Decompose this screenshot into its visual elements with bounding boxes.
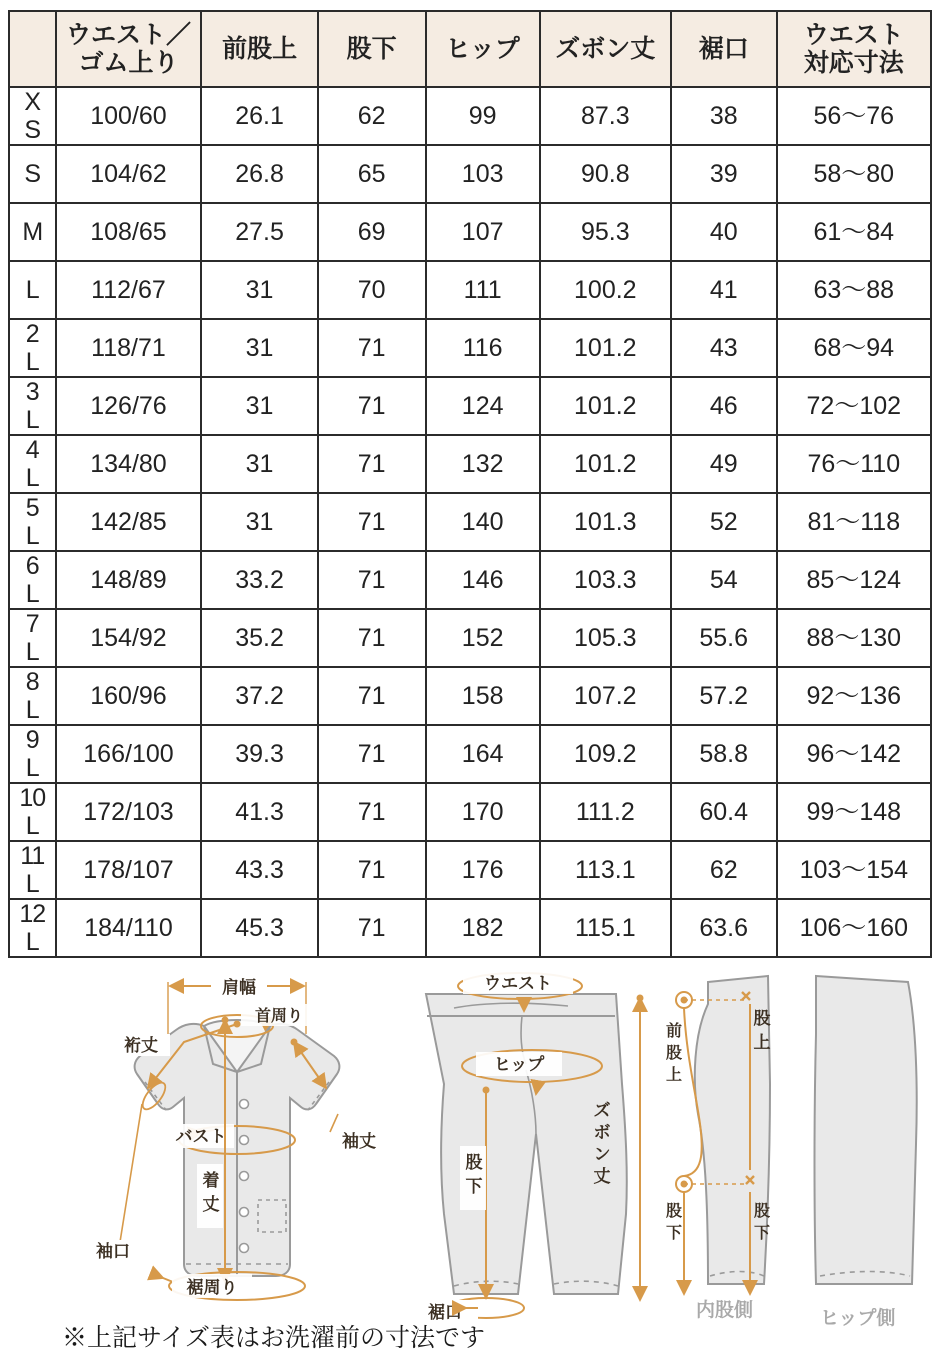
- size-label-part: 3: [25, 378, 39, 406]
- measurement-cell: 33.2: [201, 551, 317, 609]
- measurement-cell: 113.1: [540, 841, 671, 899]
- measurement-cell: 71: [318, 377, 426, 435]
- size-label-part: L: [25, 638, 39, 666]
- header-inseam: 股下: [318, 11, 426, 87]
- measurement-cell: 71: [318, 841, 426, 899]
- label-pants-length-3: ン: [593, 1145, 611, 1164]
- table-row: [9, 609, 931, 667]
- measurement-cell: 108/65: [56, 203, 202, 261]
- size-label-cell: [9, 319, 56, 377]
- size-label-part: L: [25, 870, 39, 898]
- measurement-cell: 100/60: [56, 87, 202, 145]
- size-label-cell: [9, 783, 56, 841]
- measurement-cell: 90.8: [540, 145, 671, 203]
- label-bust: バスト: [175, 1127, 227, 1146]
- label-front-rise-3: 上: [665, 1067, 683, 1084]
- size-table: [8, 10, 932, 958]
- label-pants-length-2: ボ: [593, 1123, 611, 1142]
- measurement-cell: 107: [426, 203, 540, 261]
- measurement-cell: 176: [426, 841, 540, 899]
- measurement-cell: 132: [426, 435, 540, 493]
- measurement-cell: 40: [671, 203, 777, 261]
- measurement-cell: 87.3: [540, 87, 671, 145]
- measurement-cell: 184/110: [56, 899, 202, 957]
- measurement-cell: 69: [318, 203, 426, 261]
- measurement-cell: 62: [318, 87, 426, 145]
- measurement-cell: 58.8: [671, 725, 777, 783]
- measurement-cell: 31: [201, 377, 317, 435]
- size-label-part: 12: [19, 900, 46, 928]
- header-waist-fit: [777, 11, 931, 87]
- measurement-cell: 146: [426, 551, 540, 609]
- label-length-1: 着: [202, 1171, 220, 1190]
- measurement-cell: 118/71: [56, 319, 202, 377]
- jacket-diagram: [84, 973, 388, 1300]
- label-cuff: 袖口: [96, 1242, 130, 1261]
- measurement-cell: 101.2: [540, 377, 671, 435]
- measurement-diagrams: [8, 964, 940, 1364]
- label-rise-inseam-right-1: 股: [753, 1203, 771, 1220]
- size-label-part: L: [25, 812, 39, 840]
- pants-diagram: [412, 970, 644, 1324]
- measurement-cell: 182: [426, 899, 540, 957]
- size-label-part: 2: [25, 320, 39, 348]
- label-rise-inseam-right-2: 下: [753, 1225, 771, 1242]
- measurement-cell: 172/103: [56, 783, 202, 841]
- table-row: [9, 725, 931, 783]
- label-rise-inseam-left-1: 股: [665, 1203, 683, 1220]
- measurement-cell: 61〜84: [777, 203, 931, 261]
- measurement-cell: 103: [426, 145, 540, 203]
- measurement-cell: 72〜102: [777, 377, 931, 435]
- measurement-cell: 58〜80: [777, 145, 931, 203]
- measurement-cell: 106〜160: [777, 899, 931, 957]
- measurement-cell: 85〜124: [777, 551, 931, 609]
- measurement-cell: 52: [671, 493, 777, 551]
- label-yuki: 裄丈: [124, 1036, 158, 1055]
- size-label-part: L: [25, 928, 39, 956]
- measurement-cell: 41: [671, 261, 777, 319]
- measurement-cell: 95.3: [540, 203, 671, 261]
- size-label-cell: [9, 841, 56, 899]
- size-label-part: S: [24, 116, 41, 144]
- size-label-cell: [9, 667, 56, 725]
- label-waist: ウエスト: [484, 974, 552, 993]
- size-label-cell: [9, 145, 56, 203]
- table-row: [9, 319, 931, 377]
- measurement-cell: 31: [201, 493, 317, 551]
- measurement-cell: 71: [318, 435, 426, 493]
- label-shoulder: 肩幅: [222, 978, 256, 997]
- measurement-cell: 49: [671, 435, 777, 493]
- measurement-cell: 170: [426, 783, 540, 841]
- measurement-cell: 71: [318, 725, 426, 783]
- measurement-cell: 35.2: [201, 609, 317, 667]
- measurement-cell: 41.3: [201, 783, 317, 841]
- label-hem-opening: 裾口: [428, 1303, 462, 1322]
- size-label-part: 9: [25, 726, 39, 754]
- size-label-part: S: [24, 160, 41, 188]
- measurement-cell: 39.3: [201, 725, 317, 783]
- measurement-cell: 99: [426, 87, 540, 145]
- measurement-cell: 103.3: [540, 551, 671, 609]
- measurement-cell: 43.3: [201, 841, 317, 899]
- measurement-cell: 124: [426, 377, 540, 435]
- measurement-cell: 92〜136: [777, 667, 931, 725]
- label-sleeve: 袖丈: [342, 1132, 376, 1151]
- size-label-part: L: [25, 464, 39, 492]
- measurement-cell: 107.2: [540, 667, 671, 725]
- header-hem-opening: 裾口: [671, 11, 777, 87]
- measurement-cell: 38: [671, 87, 777, 145]
- table-row: [9, 899, 931, 957]
- header-waist-fit-line1: ウエスト: [803, 21, 904, 49]
- header-waist-line2: ゴム上り: [78, 49, 179, 77]
- measurement-cell: 31: [201, 319, 317, 377]
- header-hip: ヒップ: [426, 11, 540, 87]
- table-row: [9, 551, 931, 609]
- measurement-cell: 164: [426, 725, 540, 783]
- table-row: [9, 841, 931, 899]
- size-label-cell: [9, 377, 56, 435]
- measurement-cell: 178/107: [56, 841, 202, 899]
- measurement-cell: 104/62: [56, 145, 202, 203]
- size-label-cell: [9, 609, 56, 667]
- measurement-cell: 65: [318, 145, 426, 203]
- measurement-cell: 158: [426, 667, 540, 725]
- header-waist-line1: ウエスト／: [65, 21, 191, 49]
- label-rise-inseam-left-2: 下: [665, 1225, 683, 1242]
- label-rise-2: 上: [753, 1033, 771, 1052]
- label-rise-1: 股: [753, 1009, 771, 1028]
- size-label-part: 11: [20, 842, 45, 870]
- label-hip: ヒップ: [493, 1055, 545, 1074]
- table-row: [9, 261, 931, 319]
- label-hip-side: ヒップ側: [820, 1308, 896, 1329]
- measurement-cell: 140: [426, 493, 540, 551]
- size-label-part: 5: [25, 494, 39, 522]
- header-size-corner: [9, 11, 56, 87]
- measurement-cell: 56〜76: [777, 87, 931, 145]
- size-label-part: 8: [25, 668, 39, 696]
- measurement-cell: 103〜154: [777, 841, 931, 899]
- measurement-cell: 57.2: [671, 667, 777, 725]
- measurement-cell: 46: [671, 377, 777, 435]
- label-inner-side: 内股側: [696, 1300, 754, 1321]
- measurement-cell: 31: [201, 261, 317, 319]
- label-pants-length-4: 丈: [593, 1167, 611, 1186]
- size-label-part: L: [25, 580, 39, 608]
- table-row: [9, 145, 931, 203]
- measurement-cell: 148/89: [56, 551, 202, 609]
- size-label-part: 10: [19, 784, 46, 812]
- measurement-cell: 70: [318, 261, 426, 319]
- size-label-cell: [9, 899, 56, 957]
- measurement-cell: 71: [318, 319, 426, 377]
- size-label-part: M: [22, 218, 43, 246]
- label-hem: 裾周り: [186, 1278, 238, 1297]
- measurement-cell: 43: [671, 319, 777, 377]
- measurement-cell: 39: [671, 145, 777, 203]
- label-front-rise-1: 前: [665, 1023, 683, 1040]
- size-label-part: X: [24, 88, 41, 116]
- size-label-cell: [9, 203, 56, 261]
- measurement-cell: 71: [318, 493, 426, 551]
- size-label-cell: [9, 493, 56, 551]
- measurement-cell: 99〜148: [777, 783, 931, 841]
- size-label-part: L: [25, 754, 39, 782]
- measurement-cell: 160/96: [56, 667, 202, 725]
- size-label-part: L: [25, 406, 39, 434]
- measurement-cell: 63〜88: [777, 261, 931, 319]
- header-pants-length: ズボン丈: [540, 11, 671, 87]
- label-inseam-2: 下: [465, 1177, 483, 1196]
- table-row: [9, 783, 931, 841]
- measurement-cell: 166/100: [56, 725, 202, 783]
- measurement-cell: 101.3: [540, 493, 671, 551]
- header-front-rise: 前股上: [201, 11, 317, 87]
- size-label-part: L: [25, 522, 39, 550]
- measurement-cell: 27.5: [201, 203, 317, 261]
- size-label-cell: [9, 551, 56, 609]
- label-length-2: 丈: [202, 1195, 220, 1214]
- size-label-cell: [9, 725, 56, 783]
- measurement-cell: 26.1: [201, 87, 317, 145]
- measurement-cell: 71: [318, 899, 426, 957]
- measurement-cell: 76〜110: [777, 435, 931, 493]
- size-label-part: L: [25, 696, 39, 724]
- measurement-cell: 62: [671, 841, 777, 899]
- measurement-cell: 112/67: [56, 261, 202, 319]
- table-row: [9, 493, 931, 551]
- measurement-cell: 96〜142: [777, 725, 931, 783]
- table-row: [9, 203, 931, 261]
- measurement-cell: 142/85: [56, 493, 202, 551]
- header-waist: [56, 11, 202, 87]
- header-waist-fit-line2: 対応寸法: [803, 49, 904, 77]
- rise-diagram: [666, 976, 917, 1329]
- label-pants-length-1: ズ: [593, 1101, 611, 1120]
- diagram-svg: [8, 964, 940, 1364]
- measurement-cell: 111.2: [540, 783, 671, 841]
- measurement-cell: 71: [318, 551, 426, 609]
- size-label-cell: [9, 261, 56, 319]
- measurement-cell: 100.2: [540, 261, 671, 319]
- measurement-cell: 26.8: [201, 145, 317, 203]
- size-label-part: 6: [25, 552, 39, 580]
- measurement-cell: 68〜94: [777, 319, 931, 377]
- measurement-cell: 81〜118: [777, 493, 931, 551]
- label-inseam-1: 股: [465, 1153, 483, 1172]
- wash-note: ※上記サイズ表はお洗濯前の寸法です: [62, 1324, 486, 1352]
- measurement-cell: 54: [671, 551, 777, 609]
- measurement-cell: 71: [318, 783, 426, 841]
- measurement-cell: 37.2: [201, 667, 317, 725]
- measurement-cell: 116: [426, 319, 540, 377]
- table-row: [9, 435, 931, 493]
- size-label-cell: [9, 87, 56, 145]
- label-neck: 首周り: [254, 1008, 304, 1025]
- table-row: [9, 87, 931, 145]
- table-row: [9, 377, 931, 435]
- measurement-cell: 60.4: [671, 783, 777, 841]
- table-row: [9, 667, 931, 725]
- measurement-cell: 134/80: [56, 435, 202, 493]
- table-header-row: [9, 11, 931, 87]
- measurement-cell: 71: [318, 667, 426, 725]
- measurement-cell: 101.2: [540, 319, 671, 377]
- measurement-cell: 126/76: [56, 377, 202, 435]
- size-label-part: L: [25, 276, 39, 304]
- label-front-rise-2: 股: [665, 1045, 683, 1062]
- measurement-cell: 152: [426, 609, 540, 667]
- measurement-cell: 101.2: [540, 435, 671, 493]
- measurement-cell: 105.3: [540, 609, 671, 667]
- measurement-cell: 115.1: [540, 899, 671, 957]
- measurement-cell: 109.2: [540, 725, 671, 783]
- measurement-cell: 88〜130: [777, 609, 931, 667]
- measurement-cell: 71: [318, 609, 426, 667]
- measurement-cell: 45.3: [201, 899, 317, 957]
- size-label-part: 7: [25, 610, 39, 638]
- size-label-part: 4: [25, 436, 39, 464]
- measurement-cell: 111: [426, 261, 540, 319]
- size-label-part: L: [25, 348, 39, 376]
- measurement-cell: 55.6: [671, 609, 777, 667]
- measurement-cell: 31: [201, 435, 317, 493]
- size-label-cell: [9, 435, 56, 493]
- measurement-cell: 63.6: [671, 899, 777, 957]
- measurement-cell: 154/92: [56, 609, 202, 667]
